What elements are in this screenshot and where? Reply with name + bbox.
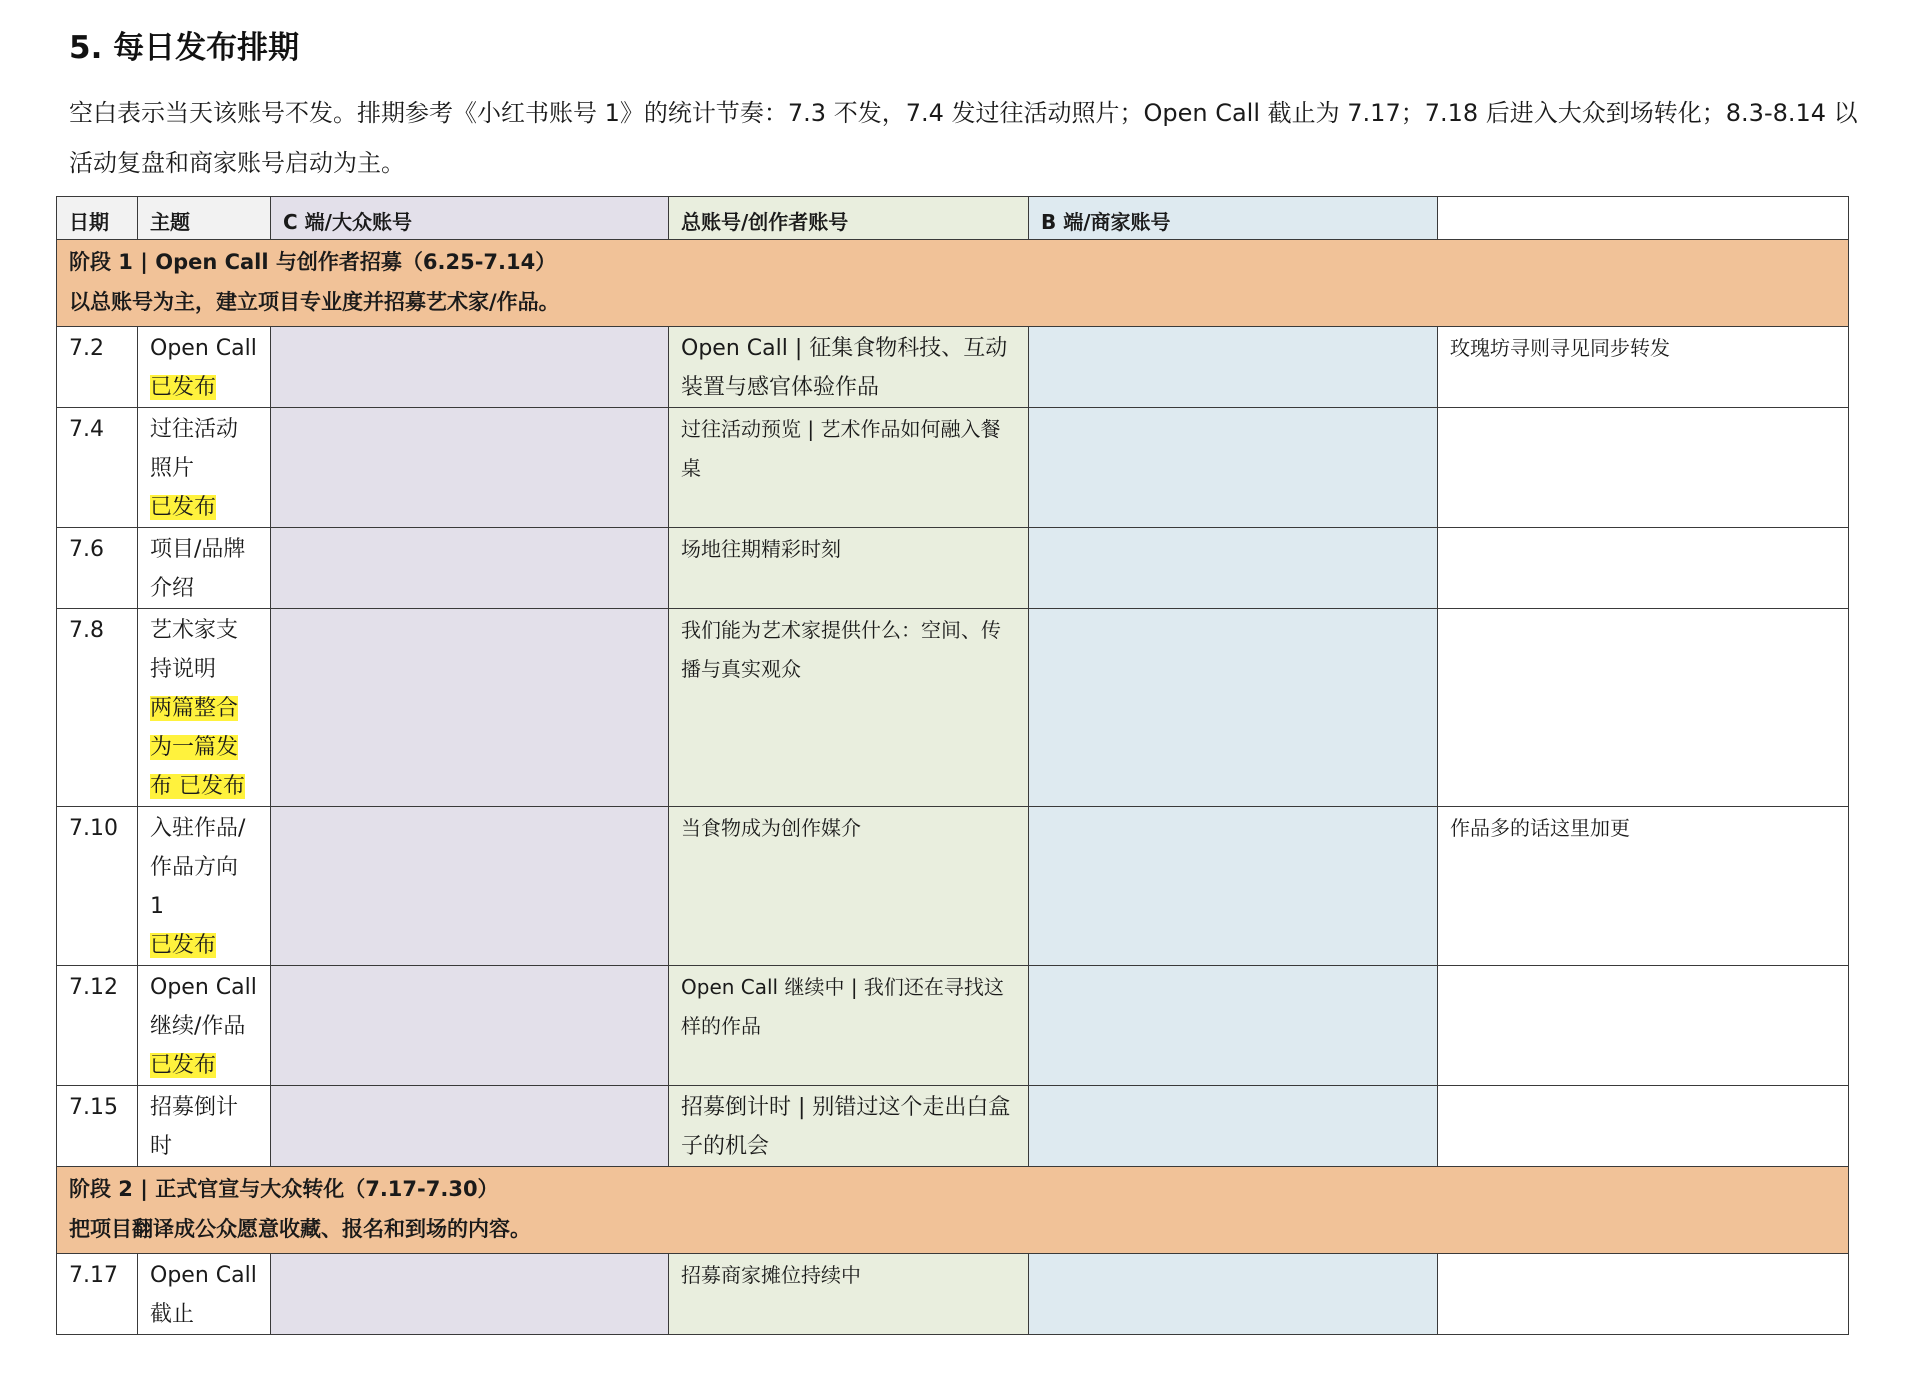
c-account-cell — [271, 807, 669, 966]
main-account-cell: 场地往期精彩时刻 — [669, 528, 1029, 609]
date-cell: 7.8 — [57, 609, 138, 807]
stage-description: 把项目翻译成公众愿意收藏、报名和到场的内容。 — [69, 1217, 531, 1241]
notes-cell: 玫瑰坊寻则寻见同步转发 — [1438, 327, 1849, 408]
topic-cell — [138, 609, 271, 807]
header-topic: 主题 — [138, 197, 271, 240]
topic-line: 照片 — [150, 456, 195, 481]
notes-cell — [1438, 528, 1849, 609]
topic-cell — [138, 528, 271, 609]
date-cell: 7.4 — [57, 408, 138, 528]
topic-line: Open Call — [150, 336, 257, 361]
date-cell: 7.15 — [57, 1086, 138, 1167]
b-account-cell — [1029, 807, 1438, 966]
published-status-badge: 已发布 — [150, 933, 217, 958]
header-main-account: 总账号/创作者账号 — [669, 197, 1029, 240]
b-account-cell — [1029, 528, 1438, 609]
header-date: 日期 — [57, 197, 138, 240]
b-account-cell — [1029, 966, 1438, 1086]
header-c-account: C 端/大众账号 — [271, 197, 669, 240]
stage-cell — [57, 240, 1849, 327]
schedule-table — [56, 196, 1849, 1335]
topic-line: Open Call — [150, 1263, 257, 1288]
notes-cell — [1438, 1086, 1849, 1167]
c-account-cell — [271, 609, 669, 807]
main-account-cell: 当食物成为创作媒介 — [669, 807, 1029, 966]
header-notes — [1438, 197, 1849, 240]
date-cell: 7.2 — [57, 327, 138, 408]
topic-line: 过往活动 — [150, 417, 239, 442]
published-status-badge: 两篇整合 — [150, 696, 239, 721]
c-account-cell — [271, 528, 669, 609]
date-cell: 7.17 — [57, 1254, 138, 1335]
main-account-cell: 招募倒计时 | 别错过这个走出白盒子的机会 — [669, 1086, 1029, 1167]
published-status-badge: 已发布 — [150, 1053, 217, 1078]
notes-cell — [1438, 408, 1849, 528]
stage-title: 阶段 1 | Open Call 与创作者招募（6.25-7.14） — [69, 250, 557, 274]
stage-cell — [57, 1167, 1849, 1254]
c-account-cell — [271, 966, 669, 1086]
b-account-cell — [1029, 609, 1438, 807]
topic-line: Open Call — [150, 975, 257, 1000]
topic-line: 介绍 — [150, 576, 195, 601]
table-row — [57, 966, 1849, 1086]
notes-cell — [1438, 966, 1849, 1086]
topic-cell — [138, 966, 271, 1086]
b-account-cell — [1029, 408, 1438, 528]
main-account-cell: Open Call 继续中 | 我们还在寻找这样的作品 — [669, 966, 1029, 1086]
topic-line: 继续/作品 — [150, 1014, 246, 1039]
section-heading: 5. 每日发布排期 — [69, 30, 300, 66]
topic-line: 作品方向 — [150, 855, 239, 880]
table-row — [57, 327, 1849, 408]
table-row — [57, 408, 1849, 528]
stage-1-row — [57, 240, 1849, 327]
topic-line: 持说明 — [150, 657, 217, 682]
main-account-cell: 招募商家摊位持续中 — [669, 1254, 1029, 1335]
notes-cell — [1438, 609, 1849, 807]
table-row — [57, 1086, 1849, 1167]
main-account-cell: 过往活动预览 | 艺术作品如何融入餐桌 — [669, 408, 1029, 528]
topic-line: 时 — [150, 1134, 173, 1159]
table-row — [57, 807, 1849, 966]
table-row — [57, 528, 1849, 609]
published-status-badge: 为一篇发 — [150, 735, 239, 760]
main-account-cell: Open Call | 征集食物科技、互动装置与感官体验作品 — [669, 327, 1029, 408]
notes-cell: 作品多的话这里加更 — [1438, 807, 1849, 966]
topic-line: 入驻作品/ — [150, 816, 246, 841]
date-cell: 7.6 — [57, 528, 138, 609]
c-account-cell — [271, 408, 669, 528]
topic-line: 1 — [150, 894, 164, 919]
topic-line: 艺术家支 — [150, 618, 239, 643]
b-account-cell — [1029, 1086, 1438, 1167]
topic-cell — [138, 327, 271, 408]
table-body — [57, 240, 1849, 1335]
stage-2-row — [57, 1167, 1849, 1254]
date-cell: 7.10 — [57, 807, 138, 966]
b-account-cell — [1029, 327, 1438, 408]
intro-paragraph: 空白表示当天该账号不发。排期参考《小红书账号 1》的统计节奏：7.3 不发，7.4 发过往活动照片；Open Call 截止为 7.17；7.18 后进入大众到场转化；8.3-8.14 以活动复盘和商家账号启动为主。 — [69, 99, 1858, 177]
topic-line: 招募倒计 — [150, 1095, 239, 1120]
notes-cell — [1438, 1254, 1849, 1335]
c-account-cell — [271, 1254, 669, 1335]
date-cell: 7.12 — [57, 966, 138, 1086]
stage-title: 阶段 2 | 正式官宣与大众转化（7.17-7.30） — [69, 1177, 499, 1201]
b-account-cell — [1029, 1254, 1438, 1335]
main-account-cell: 我们能为艺术家提供什么：空间、传播与真实观众 — [669, 609, 1029, 807]
published-status-badge: 已发布 — [150, 495, 217, 520]
published-status-badge: 已发布 — [150, 375, 217, 400]
table-row — [57, 1254, 1849, 1335]
table-row — [57, 609, 1849, 807]
topic-cell — [138, 1086, 271, 1167]
topic-cell — [138, 1254, 271, 1335]
stage-description: 以总账号为主，建立项目专业度并招募艺术家/作品。 — [69, 290, 560, 314]
published-status-badge: 布 已发布 — [150, 774, 245, 799]
c-account-cell — [271, 1086, 669, 1167]
topic-cell — [138, 408, 271, 528]
topic-cell — [138, 807, 271, 966]
topic-line: 截止 — [150, 1302, 195, 1327]
table-header-row — [57, 197, 1849, 240]
c-account-cell — [271, 327, 669, 408]
header-b-account: B 端/商家账号 — [1029, 197, 1438, 240]
topic-line: 项目/品牌 — [150, 537, 246, 562]
